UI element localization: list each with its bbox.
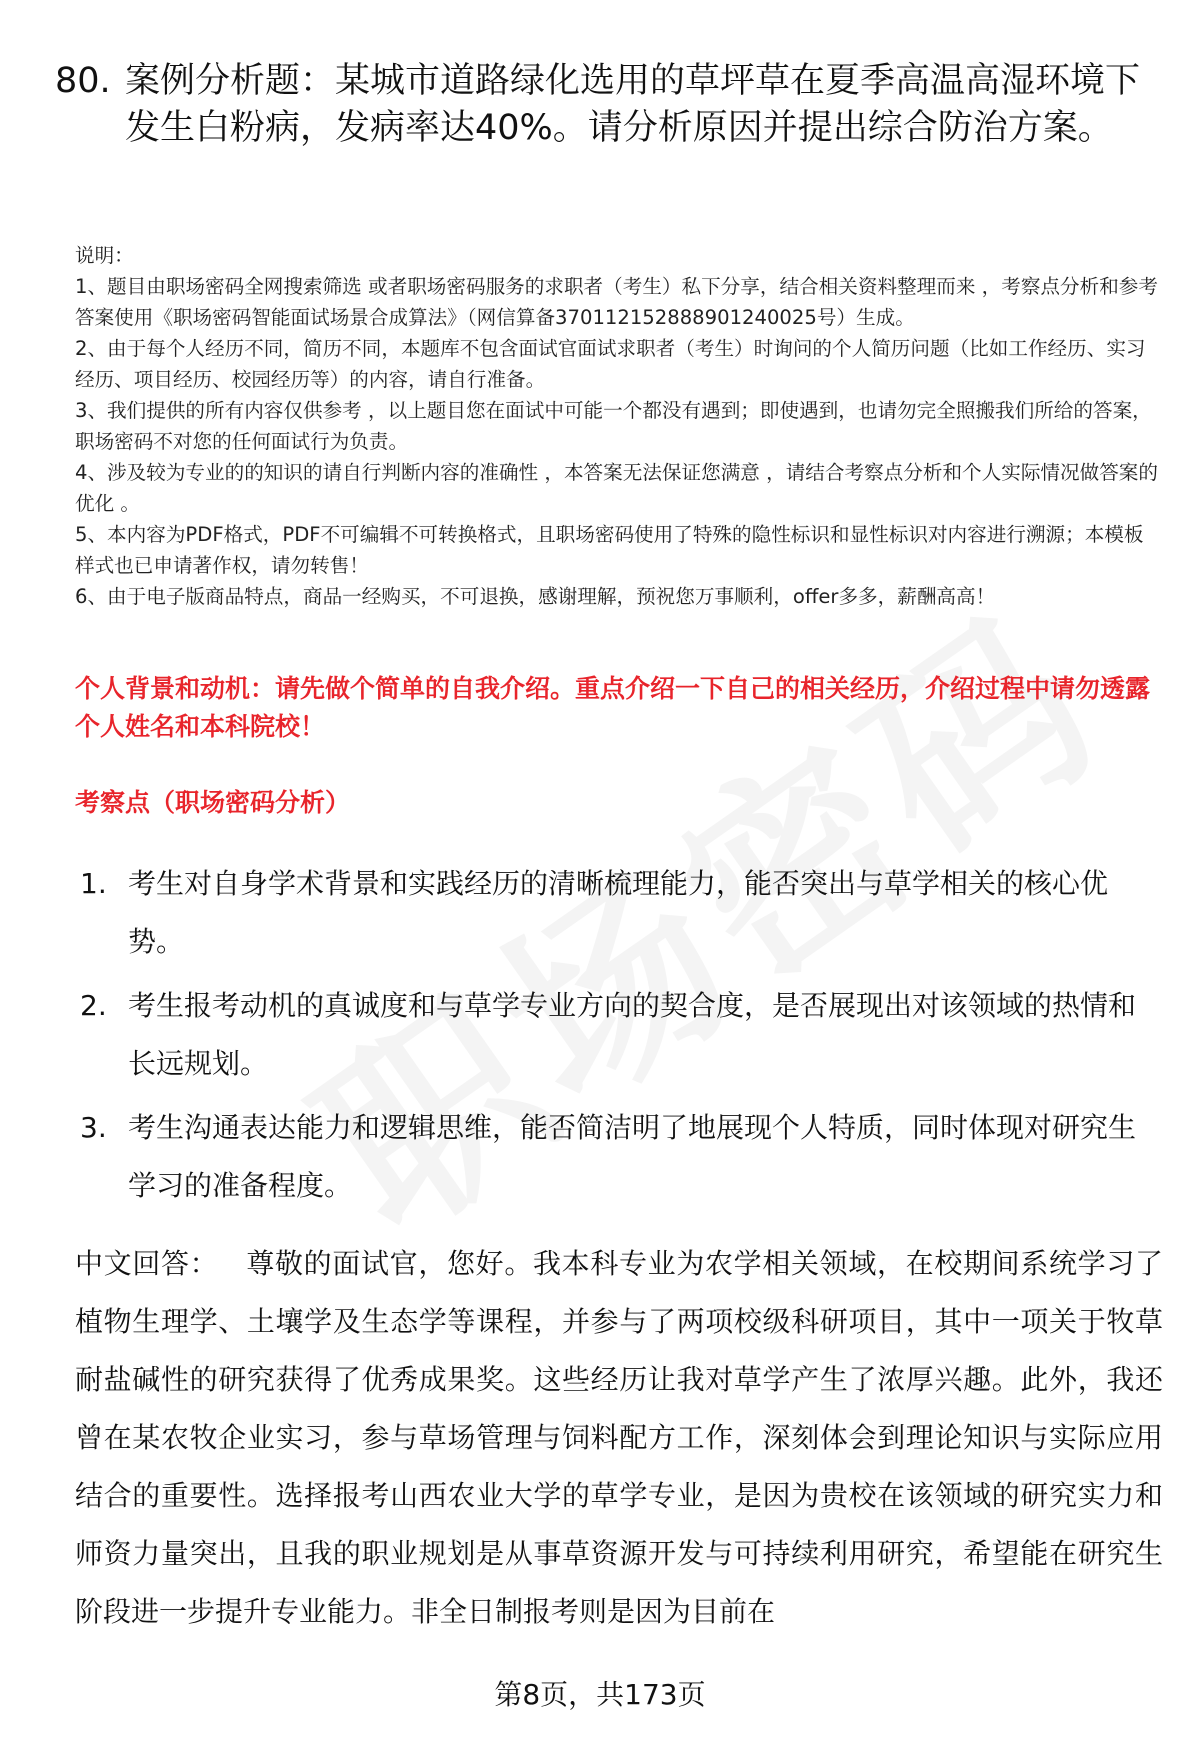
point-text: 考生对自身学术背景和实践经历的清晰梳理能力，能否突出与草学相关的核心优势。 xyxy=(128,867,1109,958)
list-item xyxy=(80,1099,1160,1215)
note-item: 5、本内容为PDF格式，PDF不可编辑不可转换格式，且职场密码使用了特殊的隐性标识和显性标识对内容进行溯源；本模板样式也已申请著作权，请勿转售！ xyxy=(75,523,1144,577)
page-footer: 第8页，共173页 xyxy=(494,1678,706,1711)
answer-section xyxy=(75,1235,1163,1641)
note-item: 1、题目由职场密码全网搜索筛选 或者职场密码服务的求职者（考生）私下分享，结合相关资料整理而来 ，考察点分析和参考答案使用《职场密码智能面试场景合成算法》（网信算备370112152888901240025号）生成。 xyxy=(75,275,1158,329)
notes-title: 说明： xyxy=(75,244,134,267)
answer-label: 中文回答： xyxy=(75,1247,219,1280)
point-text: 考生报考动机的真诚度和与草学专业方向的契合度，是否展现出对该领域的热情和长远规划。 xyxy=(128,989,1137,1080)
list-item xyxy=(80,855,1160,971)
point-text: 考生沟通表达能力和逻辑思维，能否简洁明了地展现个人特质，同时体现对研究生学习的准备程度。 xyxy=(128,1111,1137,1202)
question-block xyxy=(55,58,1155,152)
kaocha-heading: 考察点（职场密码分析） xyxy=(75,788,351,817)
list-item xyxy=(80,977,1160,1093)
point-number: 1. xyxy=(80,867,107,900)
question-number: 80. xyxy=(55,61,111,101)
point-number: 3. xyxy=(80,1111,107,1144)
kaocha-points-list xyxy=(80,855,1160,1221)
note-item: 2、由于每个人经历不同，简历不同，本题库不包含面试官面试求职者（考生）时询问的个人简历问题（比如工作经历、实习经历、项目经历、校园经历等）的内容，请自行准备。 xyxy=(75,337,1146,391)
note-item: 3、我们提供的所有内容仅供参考 ，以上题目您在面试中可能一个都没有遇到；即使遇到，也请勿完全照搬我们所给的答案，职场密码不对您的任何面试行为负责。 xyxy=(75,399,1152,453)
background-heading: 个人背景和动机：请先做个简单的自我介绍。重点介绍一下自己的相关经历，介绍过程中请勿透露个人姓名和本科院校！ xyxy=(75,674,1151,741)
point-number: 2. xyxy=(80,989,107,1022)
answer-text: 尊敬的面试官，您好。我本科专业为农学相关领域，在校期间系统学习了植物生理学、土壤学及生态学等课程，并参与了两项校级科研项目，其中一项关于牧草耐盐碱性的研究获得了优秀成果奖。这些经历让我对草学产生了浓厚兴趣。此外，我还曾在某农牧企业实习，参与草场管理与饲料配方工作，深刻体会到理论知识与实际应用结合的重要性。选择报考山西农业大学的草学专业，是因为贵校在该领域的研究实力和师资力量突出，且我的职业规划是从事草资源开发与可持续利用研究，希望能在研究生阶段进一步提升专业能力。非全日制报考则是因为目前在 xyxy=(75,1247,1163,1628)
note-item: 6、由于电子版商品特点，商品一经购买，不可退换，感谢理解，预祝您万事顺利，offer多多，薪酬高高！ xyxy=(75,585,996,608)
question-text: 案例分析题：某城市道路绿化选用的草坪草在夏季高温高湿环境下发生白粉病，发病率达40%。请分析原因并提出综合防治方案。 xyxy=(125,61,1141,148)
note-item: 4、涉及较为专业的的知识的请自行判断内容的准确性 ，本答案无法保证您满意 ，请结合考察点分析和个人实际情况做答案的优化 。 xyxy=(75,461,1158,515)
notes-section xyxy=(75,240,1160,612)
